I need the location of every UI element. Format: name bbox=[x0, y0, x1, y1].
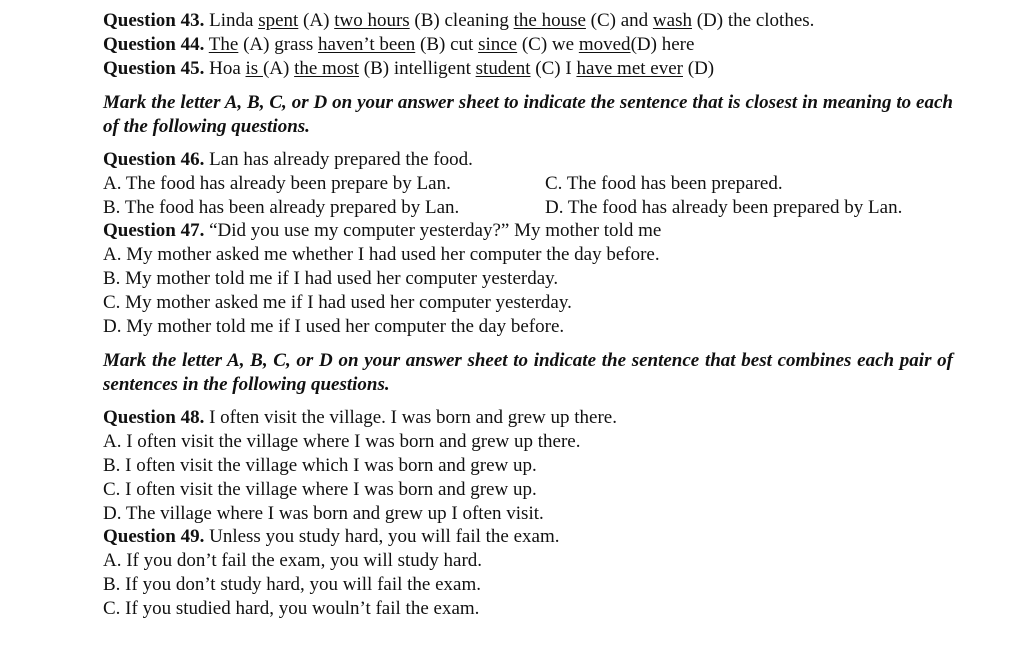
question-text: Hoa is (A) the most (B) intelligent student (C) I have met ever (D) bbox=[209, 58, 715, 79]
instruction-combine-sentences: Mark the letter A, B, C, or D on your answer sheet to indicate the sentence that best combines each pair of sentences in the following questions. bbox=[103, 350, 953, 395]
question-label: Question 46. bbox=[103, 149, 205, 170]
question-label: Question 43. bbox=[103, 10, 205, 31]
question-44 bbox=[103, 33, 694, 57]
option-b: B. The food has been already prepared by Lan. bbox=[103, 197, 460, 218]
option-d: D. The village where I was born and grew up I often visit. bbox=[103, 503, 544, 524]
option-c: C. The food has been prepared. bbox=[545, 173, 783, 194]
option-a: A. The food has already been prepare by Lan. bbox=[103, 173, 451, 194]
option-c: C. I often visit the village where I was born and grew up. bbox=[103, 479, 537, 500]
question-label: Question 45. bbox=[103, 58, 205, 79]
question-43 bbox=[103, 9, 814, 33]
question-45 bbox=[103, 57, 714, 81]
question-text: Linda spent (A) two hours (B) cleaning the house (C) and wash (D) the clothes. bbox=[209, 10, 815, 31]
question-47 bbox=[103, 219, 661, 243]
option-b: B. I often visit the village which I was born and grew up. bbox=[103, 455, 537, 476]
question-text: “Did you use my computer yesterday?” My mother told me bbox=[204, 220, 662, 241]
question-text: Lan has already prepared the food. bbox=[204, 149, 473, 170]
question-text: I often visit the village. I was born and grew up there. bbox=[204, 407, 617, 428]
option-a: A. If you don’t fail the exam, you will study hard. bbox=[103, 550, 483, 571]
question-label: Question 44. bbox=[103, 34, 205, 55]
option-d: D. The food has already been prepared by Lan. bbox=[545, 197, 903, 218]
question-label: Question 48. bbox=[103, 407, 205, 428]
question-label: Question 49. bbox=[103, 526, 205, 547]
option-a: A. My mother asked me whether I had used her computer the day before. bbox=[103, 244, 660, 265]
question-text: The (A) grass haven’t been (B) cut since (C) we moved(D) here bbox=[208, 34, 695, 55]
instruction-closest-meaning: Mark the letter A, B, C, or D on your answer sheet to indicate the sentence that is closest in meaning to each of the following questions. bbox=[103, 92, 953, 137]
option-d: D. My mother told me if I used her computer the day before. bbox=[103, 316, 565, 337]
question-text: Unless you study hard, you will fail the exam. bbox=[204, 526, 560, 547]
question-48 bbox=[103, 406, 617, 430]
question-49 bbox=[103, 525, 560, 549]
option-c: C. If you studied hard, you wouln’t fail the exam. bbox=[103, 598, 480, 619]
option-b: B. If you don’t study hard, you will fail the exam. bbox=[103, 574, 482, 595]
question-46 bbox=[103, 148, 473, 172]
option-b: B. My mother told me if I had used her computer yesterday. bbox=[103, 268, 559, 289]
option-a: A. I often visit the village where I was born and grew up there. bbox=[103, 431, 581, 452]
option-c: C. My mother asked me if I had used her computer yesterday. bbox=[103, 292, 572, 313]
question-label: Question 47. bbox=[103, 220, 205, 241]
